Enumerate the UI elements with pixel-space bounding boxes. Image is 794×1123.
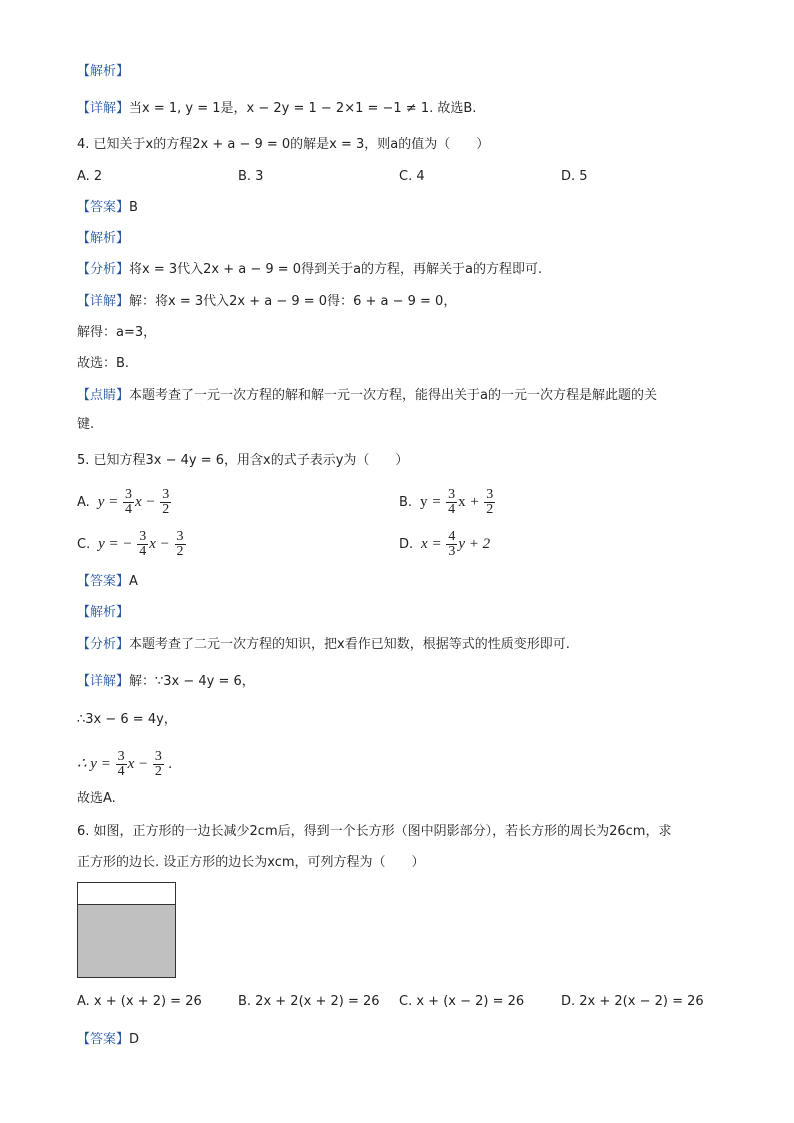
- q5-xiangjie-tag: 【详解】: [77, 674, 130, 689]
- fraction: $\frac{3}{4}$: [117, 749, 125, 779]
- q3-xiangjie: [77, 99, 476, 119]
- q6-option-c: C. x + (x − 2) = 26: [399, 994, 525, 1009]
- q4-dianjing-text: 本题考查了一元一次方程的解和解一元一次方程，能得出关于a的一元一次方程是解此题的关: [129, 388, 657, 403]
- q6-answer-tag: 【答案】: [77, 1032, 130, 1047]
- q5-step2: [77, 750, 172, 779]
- q5-step3: 故选A.: [77, 791, 116, 806]
- q5-option-d-label: D.: [399, 536, 414, 552]
- q3-xiangjie-text: 当x = 1, y = 1是，x − 2y = 1 − 2×1 = −1 ≠ 1. 故选B.: [129, 101, 477, 116]
- q5-option-a: [77, 488, 172, 517]
- q4-jiexi-heading: 【解析】: [77, 231, 130, 246]
- q5-stem: 5. 已知方程3x − 4y = 6，用含x的式子表示y为（ ）: [77, 453, 409, 468]
- q5-option-a-formula: y = $\frac{3}{4}$ x − $\frac{3}{2}$: [93, 487, 170, 517]
- fraction: $\frac{3}{4}$: [139, 529, 147, 559]
- q5-option-d: [399, 530, 490, 559]
- q4-fenxi-text: 将x = 3代入2x + a − 9 = 0得到关于a的方程，再解关于a的方程即可.: [129, 262, 543, 277]
- q4-dianjing: [77, 386, 657, 406]
- q3-xiangjie-tag: 【详解】: [77, 101, 130, 116]
- q3-jiexi-heading: 【解析】: [77, 64, 130, 79]
- q4-dianjing-cont: 键.: [77, 417, 95, 432]
- q4-xiangjie-tag: 【详解】: [77, 294, 130, 309]
- fraction: $\frac{3}{4}$: [124, 487, 132, 517]
- q6-answer-value: D: [129, 1032, 140, 1047]
- q5-option-c-label: C.: [77, 536, 91, 552]
- q4-stem: 4. 已知关于x的方程2x + a − 9 = 0的解是x = 3，则a的值为（ ）: [77, 137, 490, 152]
- q4-fenxi-tag: 【分析】: [77, 262, 130, 277]
- q4-answer-tag: 【答案】: [77, 200, 130, 215]
- fraction: $\frac{3}{2}$: [176, 529, 184, 559]
- q5-jiexi-heading: 【解析】: [77, 605, 130, 620]
- fraction: $\frac{4}{3}$: [448, 529, 456, 559]
- q5-option-b-formula: y = $\frac{3}{4}$ x + $\frac{3}{2}$: [419, 487, 494, 517]
- q4-answer-value: B: [129, 200, 138, 215]
- square-figure: [77, 882, 176, 978]
- q5-answer-value: A: [129, 574, 138, 589]
- q5-xiangjie-text: 解：∵3x − 4y = 6，: [129, 674, 255, 689]
- q5-answer-tag: 【答案】: [77, 574, 130, 589]
- q6-option-b: B. 2x + 2(x + 2) = 26: [238, 994, 380, 1009]
- q6-option-a: A. x + (x + 2) = 26: [77, 994, 202, 1009]
- q5-option-c-formula: y = − $\frac{3}{4}$ x − $\frac{3}{2}$: [94, 529, 184, 559]
- q4-step1: 解得：a=3，: [77, 325, 157, 340]
- q5-step1: ∴3x − 6 = 4y，: [77, 712, 177, 727]
- q5-answer: [77, 572, 138, 592]
- q5-xiangjie: [77, 672, 255, 692]
- q4-fenxi: [77, 260, 542, 280]
- q5-option-a-label: A.: [77, 494, 90, 510]
- fraction: $\frac{3}{2}$: [162, 487, 170, 517]
- q4-option-b: B. 3: [238, 169, 264, 184]
- q6-answer: [77, 1030, 139, 1050]
- q4-dianjing-tag: 【点睛】: [77, 388, 130, 403]
- q4-option-a: A. 2: [77, 169, 103, 184]
- q6-stem-line2: 正方形的边长. 设正方形的边长为xcm，可列方程为（ ）: [77, 855, 425, 870]
- fraction: $\frac{3}{2}$: [154, 749, 162, 779]
- q6-option-d: D. 2x + 2(x − 2) = 26: [561, 994, 704, 1009]
- q5-fenxi-text: 本题考查了二元一次方程的知识，把x看作已知数，根据等式的性质变形即可.: [129, 637, 570, 652]
- q5-step2-formula: ∴ y = $\frac{3}{4}$ x − $\frac{3}{2}$ .: [77, 749, 173, 779]
- q4-xiangjie-text: 解：将x = 3代入2x + a − 9 = 0得：6 + a − 9 = 0，: [129, 294, 457, 309]
- q4-answer: [77, 198, 138, 218]
- fraction: $\frac{3}{2}$: [486, 487, 494, 517]
- q5-option-b: [399, 488, 496, 517]
- q5-option-b-label: B.: [399, 494, 413, 510]
- q5-fenxi: [77, 635, 570, 655]
- q5-option-d-formula: x = $\frac{4}{3}$ y + 2: [417, 529, 491, 559]
- q4-xiangjie: [77, 292, 456, 312]
- q5-option-c: [77, 530, 187, 559]
- q4-option-c: C. 4: [399, 169, 425, 184]
- fraction: $\frac{3}{4}$: [448, 487, 456, 517]
- q4-step2: 故选：B.: [77, 356, 130, 371]
- q5-fenxi-tag: 【分析】: [77, 637, 130, 652]
- q6-stem-line1: 6. 如图，正方形的一边长减少2cm后，得到一个长方形（图中阴影部分），若长方形的周长为26cm，求: [77, 824, 672, 839]
- q4-option-d: D. 5: [561, 169, 588, 184]
- shaded-rectangle: [78, 904, 175, 977]
